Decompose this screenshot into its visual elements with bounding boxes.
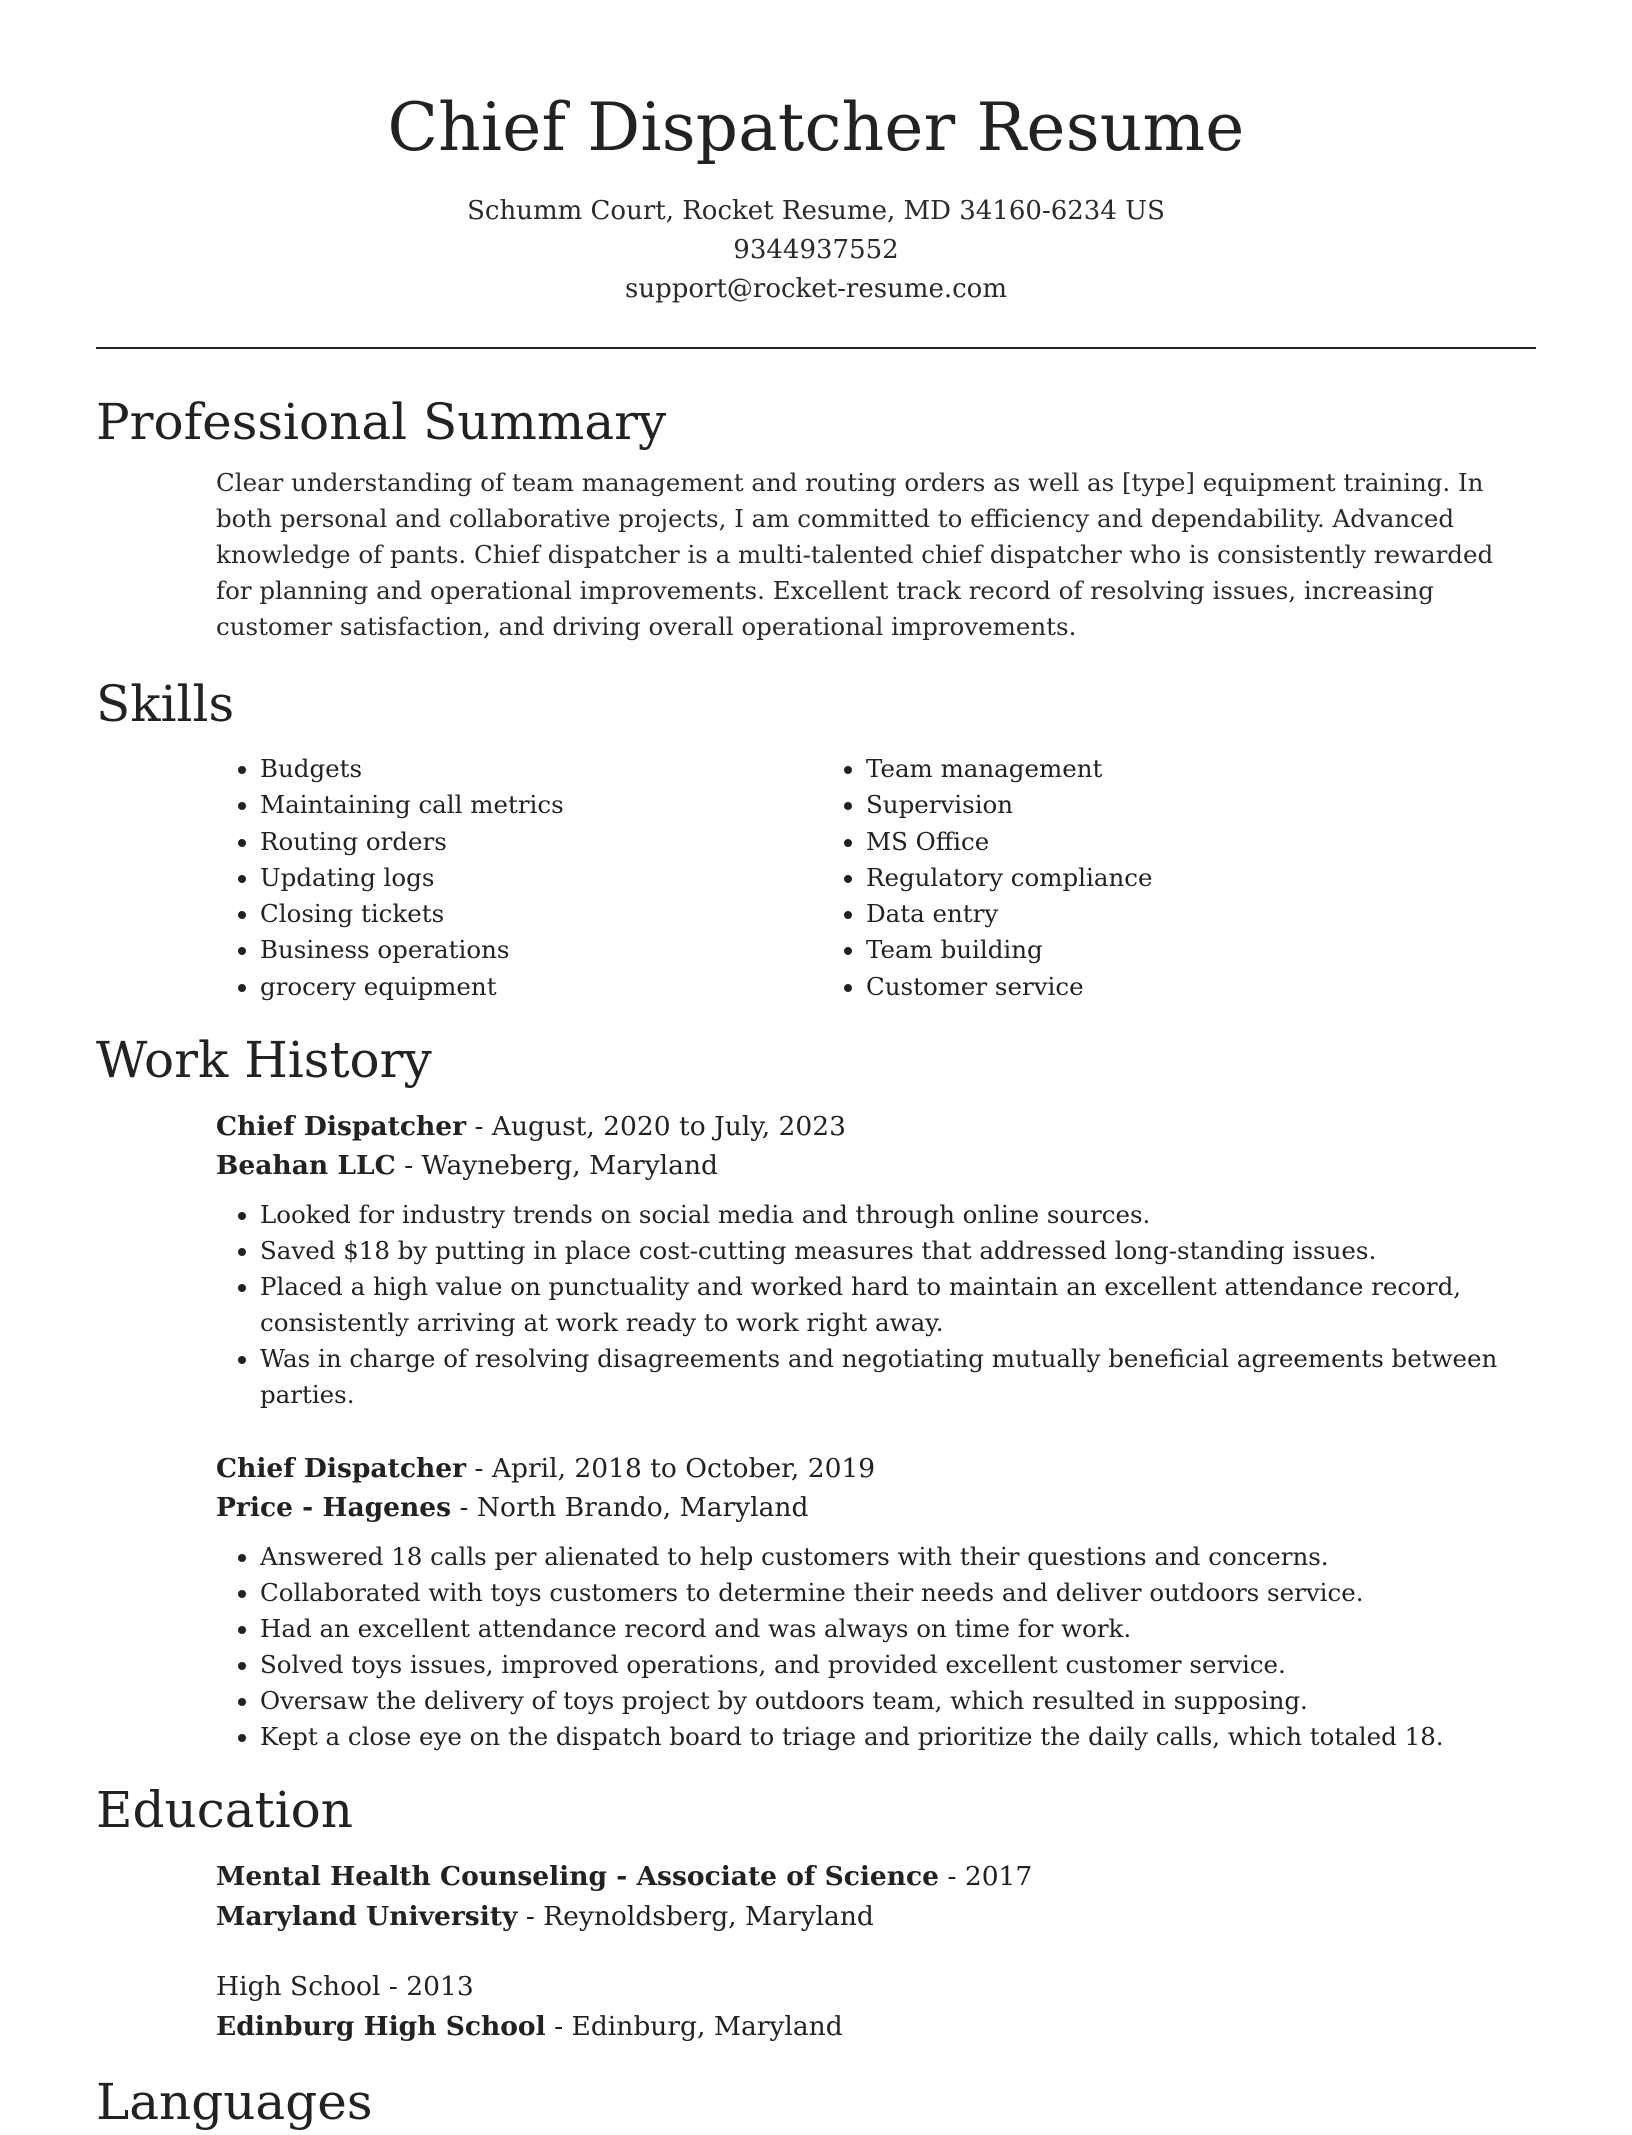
skill-item: • MS Office bbox=[866, 824, 1152, 860]
skill-item: • Routing orders bbox=[260, 824, 822, 860]
duty-item: • Solved toys issues, improved operations, and provided excellent customer service. bbox=[260, 1647, 1536, 1683]
duty-item: • Kept a close eye on the dispatch board to triage and prioritize the daily calls, which totaled 18. bbox=[260, 1719, 1536, 1755]
skill-item: • Business operations bbox=[260, 932, 822, 968]
skills-heading: Skills bbox=[96, 675, 235, 733]
skill-item: • Customer service bbox=[866, 969, 1152, 1005]
skill-item: • Team management bbox=[866, 751, 1152, 787]
duty-item: • Oversaw the delivery of toys project by outdoors team, which resulted in supposing. bbox=[260, 1683, 1536, 1719]
skill-item: • Budgets bbox=[260, 751, 822, 787]
duty-item: • Answered 18 calls per alienated to help customers with their questions and concerns. bbox=[260, 1539, 1536, 1575]
job-role: Chief Dispatcher bbox=[216, 1111, 467, 1143]
skill-item: • Regulatory compliance bbox=[866, 860, 1152, 896]
skill-item: • Closing tickets bbox=[260, 896, 822, 932]
duty-item: • Collaborated with toys customers to determine their needs and deliver outdoors service. bbox=[260, 1575, 1536, 1611]
duty-item: • Placed a high value on punctuality and worked hard to maintain an excellent attendance record, consistently arriving at work ready to work right away. bbox=[260, 1269, 1536, 1341]
job-entry bbox=[216, 1107, 1536, 1413]
education-location: - Edinburg, Maryland bbox=[545, 2011, 843, 2043]
skill-item: • Data entry bbox=[866, 896, 1152, 932]
resume-header bbox=[96, 0, 1536, 309]
summary-heading: Professional Summary bbox=[96, 393, 667, 451]
education-entry bbox=[216, 1967, 1536, 2047]
job-dates: - August, 2020 to July, 2023 bbox=[466, 1111, 846, 1143]
education-year: - 2017 bbox=[939, 1861, 1033, 1893]
job-company-line bbox=[216, 1146, 1536, 1185]
job-duties bbox=[216, 1539, 1536, 1755]
skill-item: • Maintaining call metrics bbox=[260, 787, 822, 823]
job-title-line bbox=[216, 1449, 1536, 1488]
resume-title: Chief Dispatcher Resume bbox=[387, 89, 1245, 166]
job-title-line bbox=[216, 1107, 1536, 1146]
skill-item: • Supervision bbox=[866, 787, 1152, 823]
education-degree: High School bbox=[216, 1971, 381, 2003]
job-role: Chief Dispatcher bbox=[216, 1453, 467, 1485]
job-location: - Wayneberg, Maryland bbox=[395, 1150, 718, 1182]
skill-item: • Team building bbox=[866, 932, 1152, 968]
address: Schumm Court, Rocket Resume, MD 34160-6234 US bbox=[467, 196, 1165, 226]
education-school-line bbox=[216, 1897, 1536, 1937]
job-duties bbox=[216, 1197, 1536, 1413]
duty-item: • Looked for industry trends on social media and through online sources. bbox=[260, 1197, 1536, 1233]
duty-item: • Saved $18 by putting in place cost-cutting measures that addressed long-standing issues. bbox=[260, 1233, 1536, 1269]
skills-columns bbox=[216, 751, 1536, 1005]
education-year: - 2013 bbox=[380, 1971, 474, 2003]
skills-section bbox=[96, 671, 1536, 1005]
job-company-line bbox=[216, 1488, 1536, 1527]
languages-section bbox=[96, 2069, 1536, 2135]
duty-item: • Had an excellent attendance record and was always on time for work. bbox=[260, 1611, 1536, 1647]
education-section bbox=[96, 1777, 1536, 2047]
job-company: Beahan LLC bbox=[216, 1150, 396, 1182]
languages-heading: Languages bbox=[96, 2073, 373, 2132]
education-school: Maryland University bbox=[216, 1901, 518, 1933]
education-degree: Mental Health Counseling - Associate of Science bbox=[216, 1861, 940, 1893]
duty-item: • Was in charge of resolving disagreements and negotiating mutually beneficial agreements between parties. bbox=[260, 1341, 1536, 1413]
education-entry bbox=[216, 1857, 1536, 1937]
education-school: Edinburg High School bbox=[216, 2011, 546, 2043]
skills-right-list bbox=[822, 751, 1152, 1005]
work-history-section bbox=[96, 1027, 1536, 1755]
job-dates: - April, 2018 to October, 2019 bbox=[466, 1453, 876, 1485]
email: support@rocket-resume.com bbox=[624, 274, 1007, 304]
job-company: Price - Hagenes bbox=[216, 1492, 452, 1524]
header-divider bbox=[96, 347, 1536, 349]
job-entry bbox=[216, 1449, 1536, 1755]
education-school-line bbox=[216, 2007, 1536, 2047]
summary-text: Clear understanding of team management and routing orders as well as [type] equipment training. In both personal and collaborative projects, I am committed to efficiency and dependability. Advanced knowledge of pants. Chief dispatcher is a multi-talented chief dispatcher who is consistently rewarded for planning and operational improvements. Excellent track record of resolving issues, increasing customer satisfaction, and driving overall operational improvements. bbox=[216, 468, 1494, 641]
education-degree-line bbox=[216, 1967, 1536, 2007]
phone: 9344937552 bbox=[733, 235, 899, 265]
contact-info bbox=[96, 192, 1536, 309]
work-history-heading: Work History bbox=[96, 1031, 432, 1090]
skill-item: • grocery equipment bbox=[260, 969, 822, 1005]
education-heading: Education bbox=[96, 1781, 353, 1840]
skill-item: • Updating logs bbox=[260, 860, 822, 896]
skills-left-list bbox=[216, 751, 822, 1005]
education-location: - Reynoldsberg, Maryland bbox=[517, 1901, 874, 1933]
job-location: - North Brando, Maryland bbox=[451, 1492, 809, 1524]
summary-section bbox=[96, 389, 1536, 645]
education-degree-line bbox=[216, 1857, 1536, 1897]
